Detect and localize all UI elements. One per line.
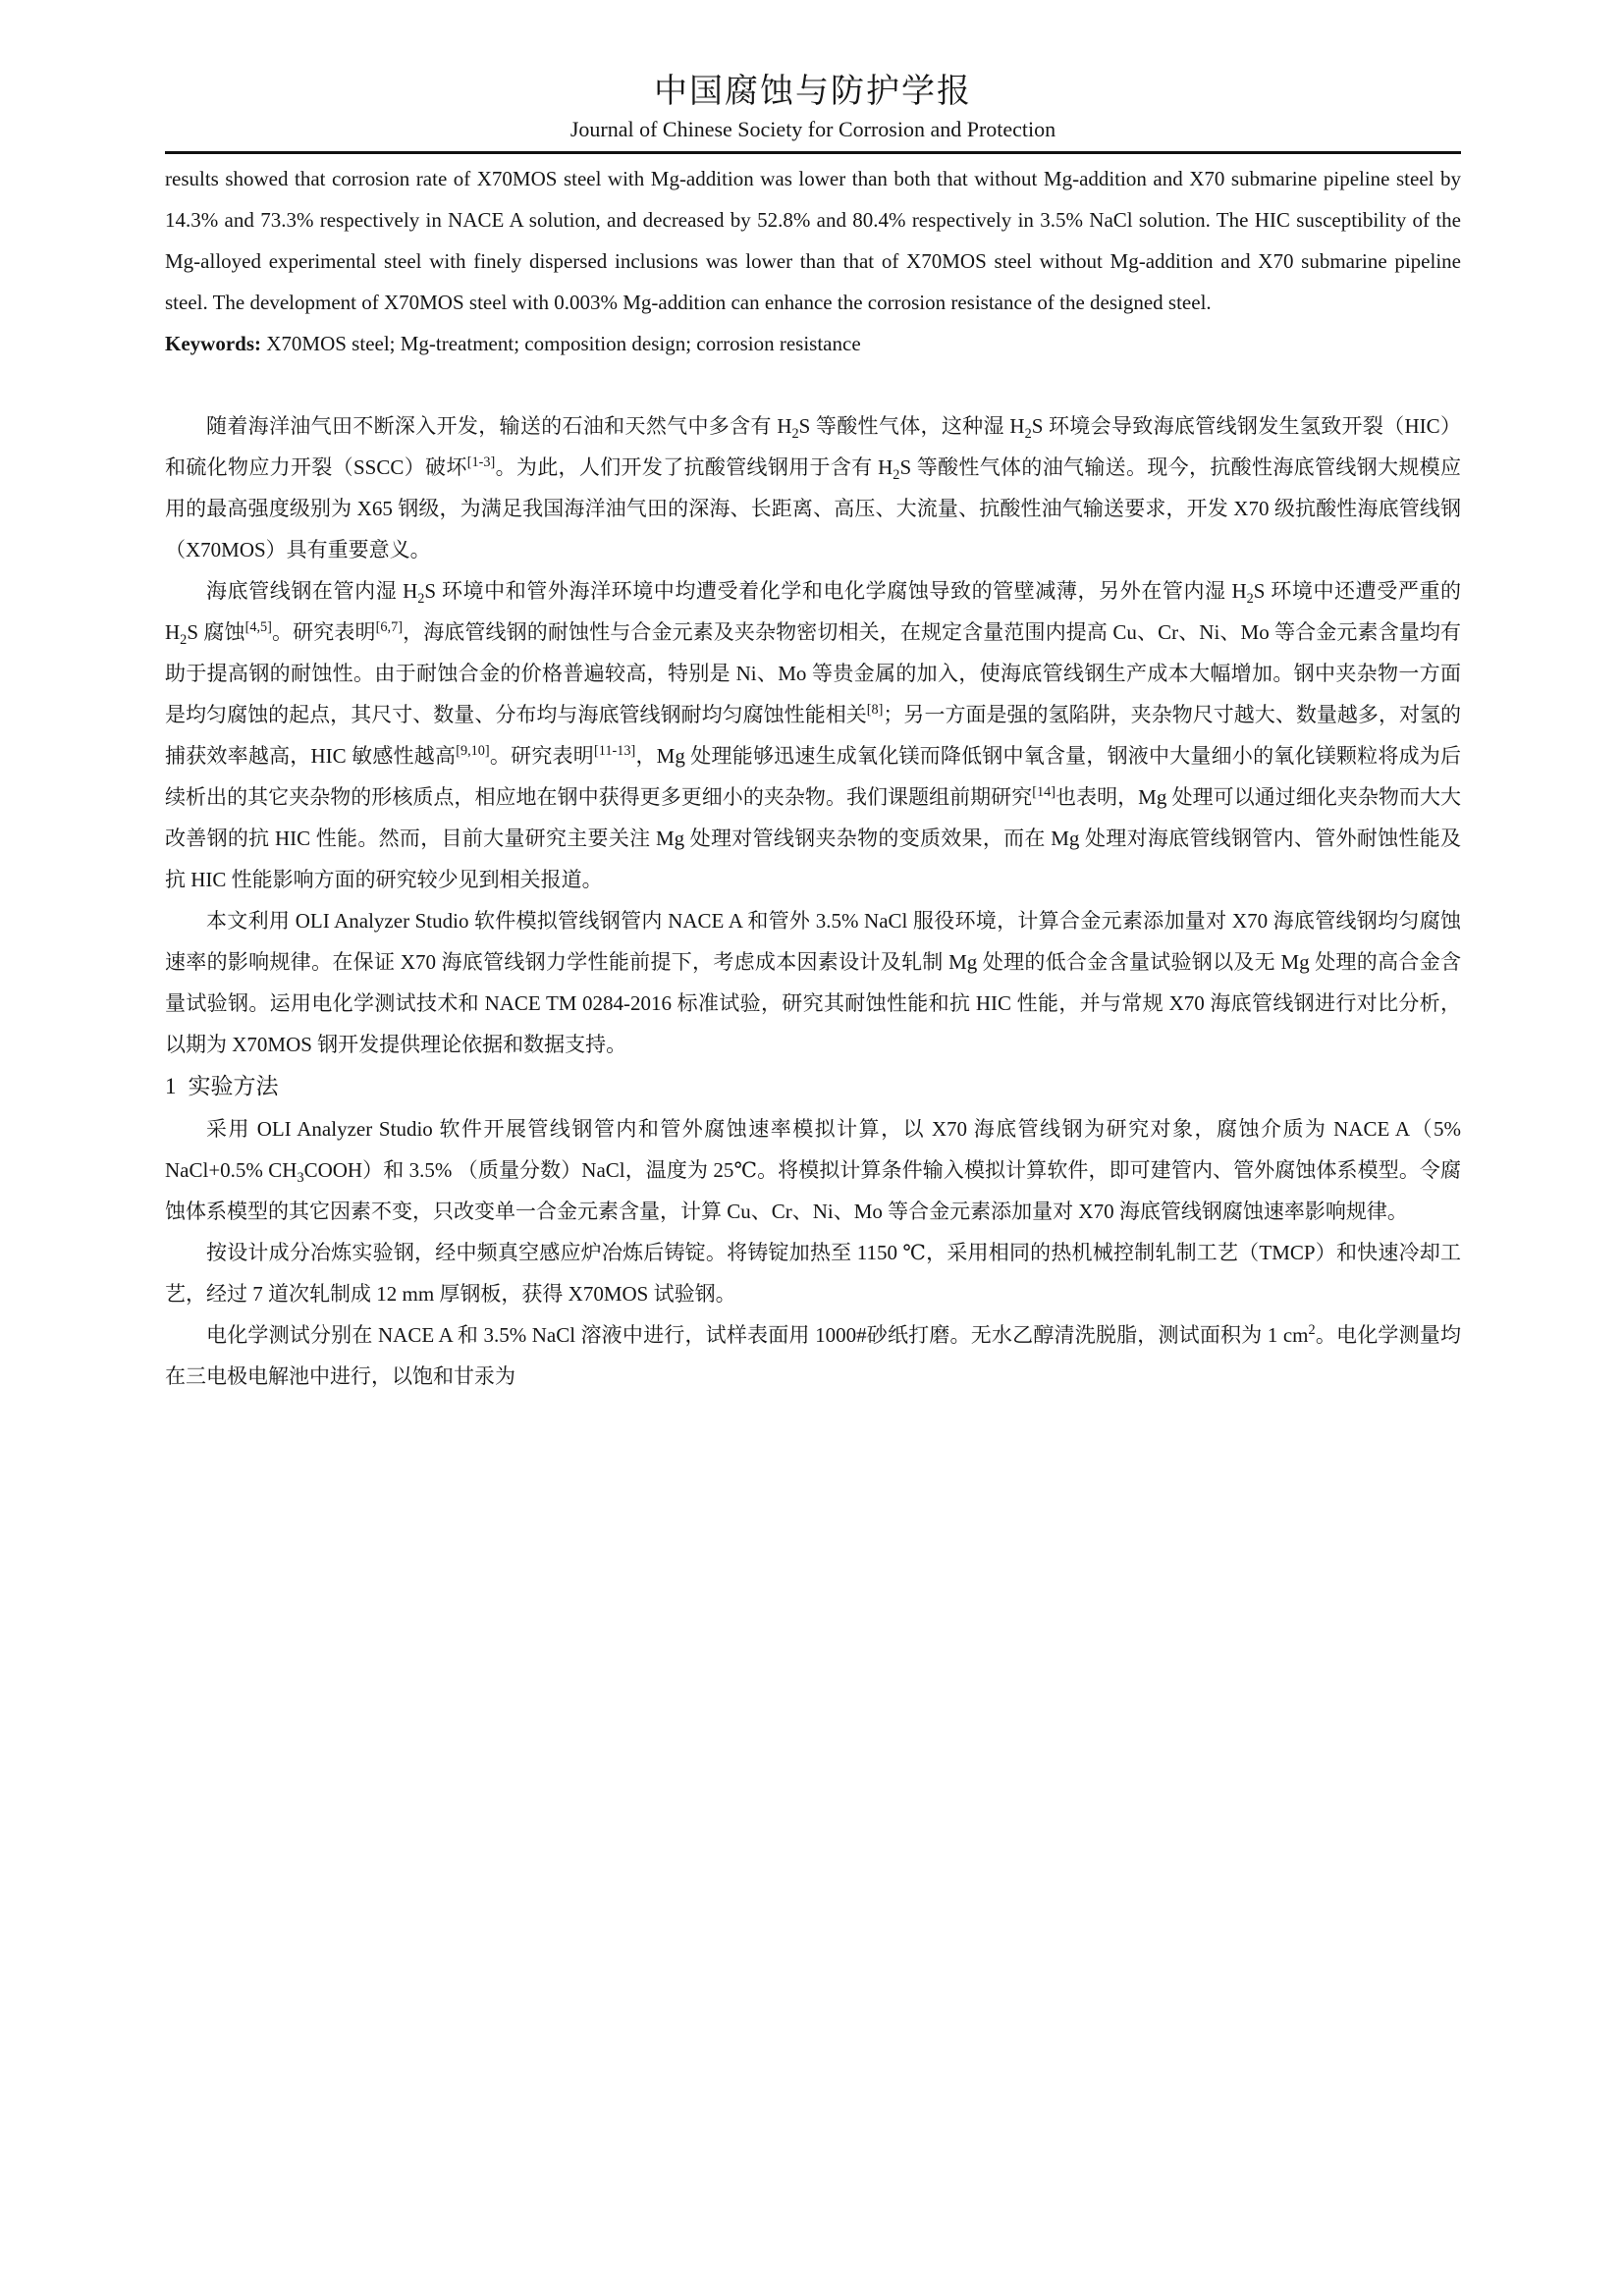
page-body bbox=[165, 158, 1461, 1397]
section-title: 实验方法 bbox=[188, 1074, 279, 1098]
intro-paragraph-2: 海底管线钢在管内湿 $H_2S$ 环境中和管外海洋环境中均遭受着化学和电化学腐蚀导致的管壁减薄，另外在管内湿 $H_2S$ 环境中还遭受严重的 $H_2S$ 腐蚀[4,5]。研究表明[6,7]，海底管线钢的耐蚀性与合金元素及夹杂物密切相关，在规定含量范围内提高 Cu、Cr、Ni、Mo 等合金元素含量均有助于提高钢的耐蚀性。由于耐蚀合金的价格普遍较高，特别是 Ni、Mo 等贵金属的加入，使海底管线钢生产成本大幅增加。钢中夹杂物一方面是均匀腐蚀的起点，其尺寸、数量、分布均与海底管线钢耐均匀腐蚀性能相关[8]；另一方面是强的氢陷阱，夹杂物尺寸越大、数量越多，对氢的捕获效率越高，HIC 敏感性越高[9,10]。研究表明[11-13]，Mg 处理能够迅速生成氧化镁而降低钢中氧含量，钢液中大量细小的氧化镁颗粒将成为后续析出的其它夹杂物的形核质点，相应地在钢中获得更多更细小的夹杂物。我们课题组前期研究[14]也表明，Mg 处理可以通过细化夹杂物而大大改善钢的抗 HIC 性能。然而，目前大量研究主要关注 Mg 处理对管线钢夹杂物的变质效果，而在 Mg 处理对海底管线钢管内、管外耐蚀性能及抗 HIC 性能影响方面的研究较少见到相关报道。 bbox=[165, 579, 1462, 891]
intro-paragraph-3: 本文利用 OLI Analyzer Studio 软件模拟管线钢管内 NACE A 和管外 3.5% NaCl 服役环境，计算合金元素添加量对 X70 海底管线钢均匀腐蚀速率的影响规律。在保证 X70 海底管线钢力学性能前提下，考虑成本因素设计及轧制 Mg 处理的低合金含量试验钢以及无 Mg 处理的高合金含量试验钢。运用电化学测试技术和 NACE TM 0284-2016 标准试验，研究其耐蚀性能和抗 HIC 性能，并与常规 X70 海底管线钢进行对比分析，以期为 X70MOS 钢开发提供理论依据和数据支持。 bbox=[165, 909, 1461, 1056]
section-heading-experimental-methods bbox=[165, 1065, 1461, 1108]
abstract-body-spacer bbox=[165, 364, 1461, 405]
keywords-text: X70MOS steel; Mg-treatment; composition design; corrosion resistance bbox=[261, 332, 861, 355]
methods-paragraph-2: 按设计成分冶炼实验钢，经中频真空感应炉冶炼后铸锭。将铸锭加热至 1150 ℃，采用相同的热机械控制轧制工艺（TMCP）和快速冷却工艺，经过 7 道次轧制成 12 mm 厚钢板，获得 X70MOS 试验钢。 bbox=[165, 1241, 1461, 1306]
methods-paragraph-3: 电化学测试分别在 NACE A 和 3.5% NaCl 溶液中进行，试样表面用 1000#砂纸打磨。无水乙醇清洗脱脂，测试面积为 1 $cm^2$。电化学测量均在三电极电解池中进行，以饱和甘汞为 bbox=[165, 1322, 1461, 1388]
journal-title-english: Journal of Chinese Society for Corrosion and Protection bbox=[569, 117, 1056, 141]
methods-paragraph-1: 采用 OLI Analyzer Studio 软件开展管线钢管内和管外腐蚀速率模拟计算，以 X70 海底管线钢为研究对象，腐蚀介质为 NACE A（5% NaCl+0.5% $CH_3COOH$）和 3.5% （质量分数）NaCl，温度为 25℃。将模拟计算条件输入模拟计算软件，即可建管内、管外腐蚀体系模型。令腐蚀体系模型的其它因素不变，只改变单一合金元素含量，计算 Cu、Cr、Ni、Mo 等合金元素添加量对 X70 海底管线钢腐蚀速率影响规律。 bbox=[165, 1117, 1462, 1223]
keywords-label: Keywords: bbox=[165, 332, 261, 355]
journal-title-chinese: 中国腐蚀与防护学报 bbox=[654, 74, 972, 110]
intro-paragraph-1: 随着海洋油气田不断深入开发，输送的石油和天然气中多含有 $H_2S$ 等酸性气体，这种湿 $H_2S$ 环境会导致海底管线钢发生氢致开裂（HIC）和硫化物应力开裂（SSCC）破坏[1-3]。为此，人们开发了抗酸管线钢用于含有 $H_2S$ 等酸性气体的油气输送。现今，抗酸性海底管线钢大规模应用的最高强度级别为 X65 钢级，为满足我国海洋油气田的深海、长距离、高压、大流量、抗酸性油气输送要求，开发 X70 级抗酸性海底管线钢（X70MOS）具有重要意义。 bbox=[165, 414, 1461, 561]
journal-header bbox=[165, 71, 1461, 154]
header-rule bbox=[165, 151, 1461, 154]
abstract-continuation-paragraph: results showed that corrosion rate of X70MOS steel with Mg-addition was lower than both that without Mg-addition and X70 submarine pipeline steel by 14.3% and 73.3% respectively in NACE A solution, and decreased by 52.8% and 80.4% respectively in 3.5% NaCl solution. The HIC susceptibility of the Mg-alloyed experimental steel with finely dispersed inclusions was lower than that of X70MOS steel without Mg-addition and X70 submarine pipeline steel. The development of X70MOS steel with 0.003% Mg-addition can enhance the corrosion resistance of the designed steel. bbox=[165, 167, 1461, 314]
section-number: 1 bbox=[165, 1074, 177, 1098]
keywords-line bbox=[165, 323, 1461, 364]
